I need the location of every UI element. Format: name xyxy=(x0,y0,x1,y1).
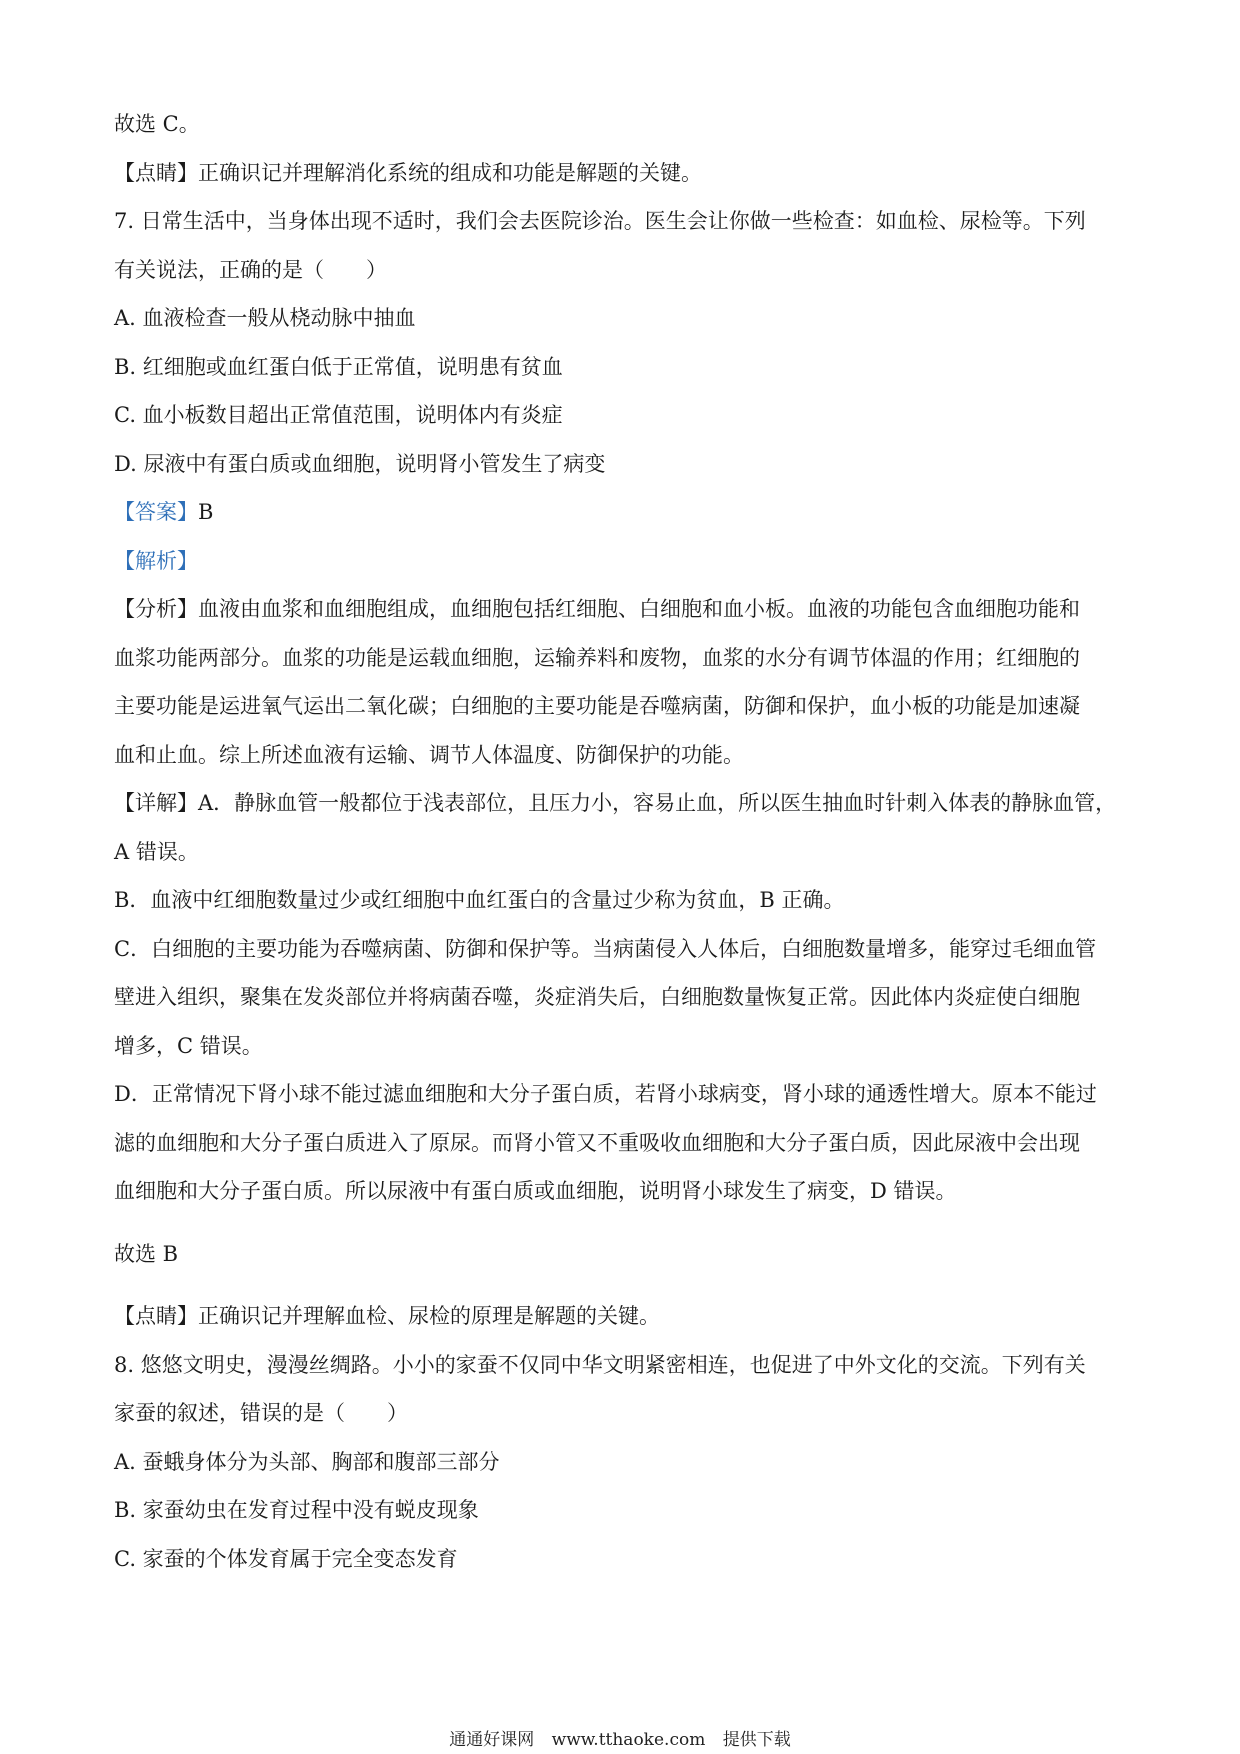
q8-stem-line1: 8. 悠悠文明史，漫漫丝绸路。小小的家蚕不仅同中华文明紧密相连，也促进了中外文化的交流。下列有关 xyxy=(114,1352,1086,1377)
q7-option-b: B. 红细胞或血红蛋白低于正常值，说明患有贫血 xyxy=(114,354,563,379)
q7-fenxi-line3: 主要功能是运进氧气运出二氧化碳；白细胞的主要功能是吞噬病菌，防御和保护，血小板的功能是加速凝 xyxy=(114,694,1080,718)
q7-xiangjie-c3: 增多，C 错误。 xyxy=(114,1033,263,1058)
document-body xyxy=(114,100,1130,1583)
q7-xiangjie-c1: C．白细胞的主要功能为吞噬病菌、防御和保护等。当病菌侵入人体后，白细胞数量增多，能穿过毛细血管 xyxy=(114,936,1097,961)
answer-tag: 【答案】 xyxy=(114,500,198,524)
q7-xiangjie-d2: 滤的血细胞和大分子蛋白质进入了原尿。而肾小管又不重吸收血细胞和大分子蛋白质，因此尿液中会出现 xyxy=(114,1130,1080,1155)
q7-conclusion: 故选 B xyxy=(114,1241,179,1266)
q7-answer xyxy=(114,488,1130,537)
q7-option-d: D. 尿液中有蛋白质或血细胞，说明肾小管发生了病变 xyxy=(114,451,606,476)
q7-xiangjie-d3: 血细胞和大分子蛋白质。所以尿液中有蛋白质或血细胞，说明肾小球发生了病变，D 错误。 xyxy=(114,1179,957,1203)
q7-stem-line2: 有关说法，正确的是（ ） xyxy=(114,257,387,282)
footer-site-name: 通通好课网 xyxy=(449,1730,535,1750)
footer-url[interactable]: www.tthaoke.com xyxy=(551,1730,706,1750)
q7-fenxi-line1 xyxy=(114,585,1130,634)
q7-xiangjie-b: B．血液中红细胞数量过少或红细胞中血红蛋白的含量过少称为贫血，B 正确。 xyxy=(114,888,845,912)
footer-suffix: 提供下载 xyxy=(722,1730,791,1750)
xiangjie-tag: 【详解】 xyxy=(114,791,198,815)
q8-stem-line2: 家蚕的叙述，错误的是（ ） xyxy=(114,1401,408,1425)
q7-fenxi-line4: 血和止血。综上所述血液有运输、调节人体温度、防御保护的功能。 xyxy=(114,742,744,767)
note-text: 正确识记并理解消化系统的组成和功能是解题的关键。 xyxy=(198,160,702,185)
q7-note xyxy=(114,1292,1130,1341)
note-tag: 【点睛】 xyxy=(114,160,198,185)
page-footer xyxy=(0,1725,1240,1750)
q7-xiangjie-c2: 壁进入组织，聚集在发炎部位并将病菌吞噬，炎症消失后，白细胞数量恢复正常。因此体内炎症使白细胞 xyxy=(114,985,1080,1009)
q8-option-b: B. 家蚕幼虫在发育过程中没有蜕皮现象 xyxy=(114,1498,479,1522)
q7-analysis-tag: 【解析】 xyxy=(114,548,198,573)
prev-note xyxy=(114,149,1130,198)
q7-option-a: A. 血液检查一般从桡动脉中抽血 xyxy=(114,306,416,330)
note-text: 正确识记并理解血检、尿检的原理是解题的关键。 xyxy=(198,1304,660,1328)
q7-fenxi-line2: 血浆功能两部分。血浆的功能是运载血细胞，运输养料和废物，血浆的水分有调节体温的作用；红细胞的 xyxy=(114,645,1080,670)
answer-value: B xyxy=(198,500,214,524)
q7-xiangjie-d1: D．正常情况下肾小球不能过滤血细胞和大分子蛋白质，若肾小球病变，肾小球的通透性增大。原本不能过 xyxy=(114,1082,1097,1106)
note-tag: 【点睛】 xyxy=(114,1304,198,1328)
q7-xiangjie-a2: A 错误。 xyxy=(114,839,199,864)
fenxi-tag: 【分析】 xyxy=(114,597,198,621)
q8-option-a: A. 蚕蛾身体分为头部、胸部和腹部三部分 xyxy=(114,1449,500,1474)
q8-option-c: C. 家蚕的个体发育属于完全变态发育 xyxy=(114,1546,458,1571)
q7-option-c: C. 血小板数目超出正常值范围，说明体内有炎症 xyxy=(114,403,563,427)
q7-stem-line1: 7. 日常生活中，当身体出现不适时，我们会去医院诊治。医生会让你做一些检查：如血检、尿检等。下列 xyxy=(114,209,1086,233)
xiangjie-text: A．静脉血管一般都位于浅表部位，且压力小，容易止血，所以医生抽血时针刺入体表的静脉血管， xyxy=(198,791,1117,815)
prev-conclusion: 故选 C。 xyxy=(114,112,200,136)
fenxi-text: 血液由血浆和血细胞组成，血细胞包括红细胞、白细胞和血小板。血液的功能包含血细胞功能和 xyxy=(198,597,1080,621)
spacer xyxy=(114,1278,1130,1292)
q7-xiangjie-a1 xyxy=(114,779,1130,828)
spacer xyxy=(114,1216,1130,1230)
